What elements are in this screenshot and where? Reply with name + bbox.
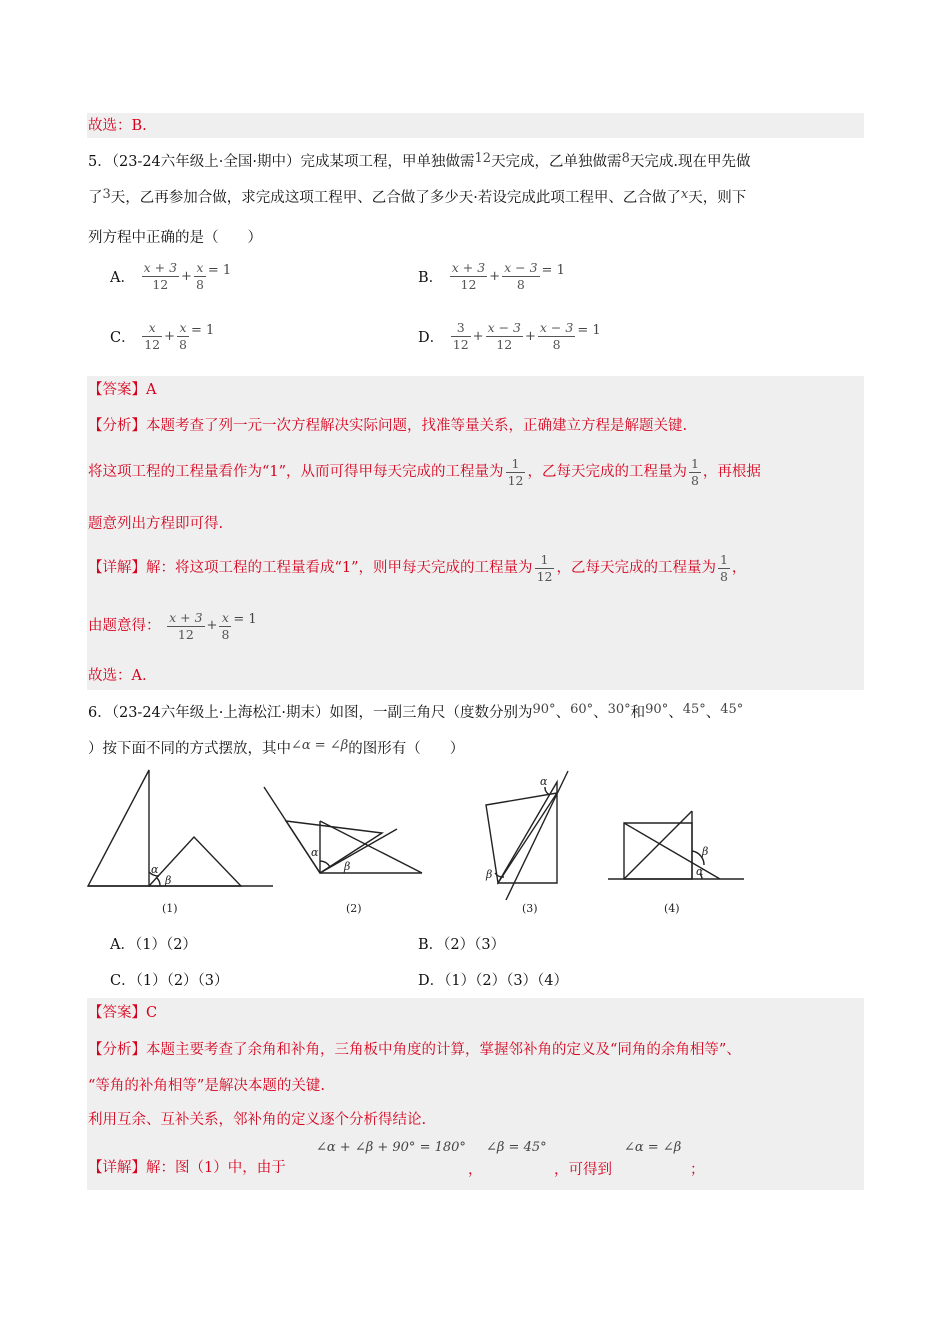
analysis-text: “等角的补角相等”是解决本题的关键. (88, 1078, 325, 1094)
q5-final: 故选：A. (88, 668, 147, 684)
detail-text: ，乙每天完成的工程量为 (556, 560, 716, 576)
figure-4 (608, 811, 744, 879)
fig4-beta: β (702, 845, 709, 858)
fig4-label: (4) (664, 902, 680, 915)
fig2-label: (2) (346, 902, 362, 915)
fig1-label: (1) (162, 902, 178, 915)
q5-detail-2: 由题意得： $\frac{x + 3}{12}$ + $\frac{x}{8}$ = 1 (88, 609, 257, 642)
prev-answer-box (87, 113, 864, 138)
q6-semicolon: ； (690, 1162, 705, 1178)
figure-1 (88, 770, 273, 886)
fraction-1-8: $\frac{1}{8}$ (719, 551, 728, 584)
option-label: A． (110, 270, 135, 286)
detail-text: 由题意得： (88, 618, 161, 634)
answer-value: A (146, 382, 157, 398)
q6-comma1: ， (468, 1162, 483, 1178)
detail-tag: 【详解】 (88, 1160, 146, 1176)
q6-answer (88, 1003, 157, 1023)
q6-analysis-3 (88, 1110, 426, 1130)
detail-tag: 【详解】 (88, 560, 146, 576)
fraction: $\frac{3}{12}$ (452, 320, 469, 352)
analysis-text: ，乙每天完成的工程量为 (527, 464, 687, 480)
q6-detail-1 (88, 1158, 286, 1178)
q5-analysis-1 (88, 416, 687, 436)
q5-text: 了 (88, 190, 103, 206)
analysis-text: 将这项工程的工程量看作为“1”，从而可得甲每天完成的工程量为 (88, 464, 504, 480)
q6-option-d[interactable]: D．（1）（2）（3）（4） (418, 973, 569, 989)
fraction: $\frac{x - 3}{12}$ (487, 320, 521, 352)
q5-text: 天，乙再参加合做，求完成这项工程甲、乙合做了多少天·若设完成此项工程甲、乙合做了 (110, 190, 681, 206)
fraction: $\frac{x}{8}$ (179, 320, 187, 352)
q6-text: ）按下面不同的方式摆放，其中 (88, 741, 291, 757)
fraction-1-12: $\frac{1}{12}$ (536, 551, 553, 584)
fraction: $\frac{x + 3}{12}$ (169, 609, 203, 642)
option-label: D． (418, 330, 445, 346)
q5-text: 完成某项工程，甲单独做需 (300, 154, 475, 170)
q6-line1: 6．（23-24六年级上·上海松江·期末）如图，一副三角尺（度数分别为90°、60°、30°和90°、45°、45° (88, 702, 744, 721)
q5-var-x: x (680, 187, 689, 202)
q5-option-d[interactable]: D． $\frac{3}{12}$ + $\frac{x - 3}{12}$ + $\frac{x - 3}{8}$ = 1 (418, 320, 601, 352)
q6-line2 (88, 739, 464, 760)
q5-text: 天完成，乙单独做需 (491, 154, 622, 170)
q6-eq3: ∠α = ∠β (624, 1140, 682, 1155)
fraction: $\frac{x + 3}{12}$ (451, 260, 486, 292)
fraction: $\frac{x}{12}$ (144, 320, 161, 352)
q6-source: （23-24六年级上·上海松江·期末） (111, 705, 330, 721)
q6-eq1: ∠α + ∠β + 90° = 180° (316, 1140, 466, 1155)
analysis-text: 本题考查了列一元一次方程解决实际问题，找准等量关系，正确建立方程是解题关键. (146, 418, 688, 434)
q6-analysis-2 (88, 1076, 325, 1096)
q6-text: 的图形有（ ） (348, 741, 465, 757)
fig3-alpha: α (540, 775, 548, 788)
q5-line3 (88, 228, 262, 248)
q6-eq2: ∠β = 45° (486, 1140, 547, 1155)
option-label: C． (110, 330, 136, 346)
q5-line1 (88, 152, 750, 173)
q6-figures (80, 765, 760, 920)
prev-choice: 故选：B. (88, 118, 147, 134)
detail-text: 解：将这项工程的工程量看成“1”，则甲每天完成的工程量为 (146, 560, 533, 576)
detail-text: 解：图（1）中，由于 (146, 1160, 286, 1176)
figure-2 (264, 787, 422, 873)
fig1-alpha: α (151, 863, 159, 876)
q5-text: 天，则下 (688, 190, 747, 206)
q6-option-a[interactable]: A．（1）（2） (110, 937, 197, 953)
q5-num-12: 12 (474, 151, 492, 166)
q5-option-c[interactable]: C． $\frac{x}{12}$ + $\frac{x}{8}$ = 1 (110, 320, 215, 352)
q5-num-8: 8 (621, 151, 630, 166)
answer-tag: 【答案】 (88, 1005, 146, 1021)
q5-number: 5． (88, 154, 112, 170)
option-label: B． (418, 270, 444, 286)
q5-num-3: 3 (102, 187, 111, 202)
fraction: $\frac{x - 3}{8}$ (539, 320, 574, 352)
q5-answer (88, 380, 156, 400)
analysis-text: ，再根据 (702, 464, 761, 480)
fig1-beta: β (165, 874, 172, 887)
q6-text: 如图，一副三角尺（度数分别为 (329, 705, 533, 721)
fraction-1-12: $\frac{1}{12}$ (507, 455, 524, 488)
q6-analysis-1 (88, 1040, 741, 1060)
figure-3 (486, 771, 568, 900)
q5-analysis-3 (88, 514, 223, 534)
analysis-text: 利用互余、互补关系，邻补角的定义逐个分析得结论. (88, 1112, 427, 1128)
q5-source: （23-24六年级上·全国·期中） (111, 154, 301, 170)
q5-line2 (88, 188, 746, 209)
fig2-beta: β (344, 860, 351, 873)
fraction: $\frac{x + 3}{12}$ (143, 260, 178, 292)
fig4-alpha: α (696, 865, 704, 878)
analysis-text: 题意列出方程即可得. (88, 516, 224, 532)
answer-tag: 【答案】 (88, 382, 146, 398)
fraction: $\frac{x}{8}$ (195, 260, 204, 292)
q5-option-b[interactable]: B． $\frac{x + 3}{12}$ + $\frac{x - 3}{8}$ = 1 (418, 260, 565, 292)
fig2-alpha: α (311, 846, 319, 859)
analysis-tag: 【分析】 (88, 1042, 146, 1058)
q6-comma2: ，可得到 (554, 1162, 612, 1178)
q6-option-c[interactable]: C．（1）（2）（3） (110, 973, 229, 989)
q5-detail-1 (88, 548, 746, 588)
q6-option-b[interactable]: B．（2）（3） (418, 937, 506, 953)
analysis-tag: 【分析】 (88, 418, 146, 434)
answer-value: C (146, 1005, 158, 1021)
fraction: $\frac{x}{8}$ (221, 609, 230, 642)
analysis-text: 本题主要考查了余角和补角，三角板中角度的计算，掌握邻补角的定义及“同角的余角相等”、 (146, 1042, 741, 1058)
q5-text: 天完成.现在甲先做 (629, 154, 751, 170)
fraction-1-8: $\frac{1}{8}$ (690, 455, 699, 488)
detail-text: ， (731, 560, 747, 576)
fig3-beta: β (486, 868, 493, 881)
q6-number: 6． (88, 705, 112, 721)
fig3-label: (3) (522, 902, 538, 915)
q6-condition: ∠α = ∠β (291, 738, 349, 753)
q5-analysis-2 (88, 452, 761, 492)
fraction: $\frac{x - 3}{8}$ (504, 260, 538, 292)
q5-option-a[interactable]: A． $\frac{x + 3}{12}$ + $\frac{x}{8}$ = 1 (110, 260, 232, 292)
q5-text: 列方程中正确的是（ ） (88, 230, 262, 246)
